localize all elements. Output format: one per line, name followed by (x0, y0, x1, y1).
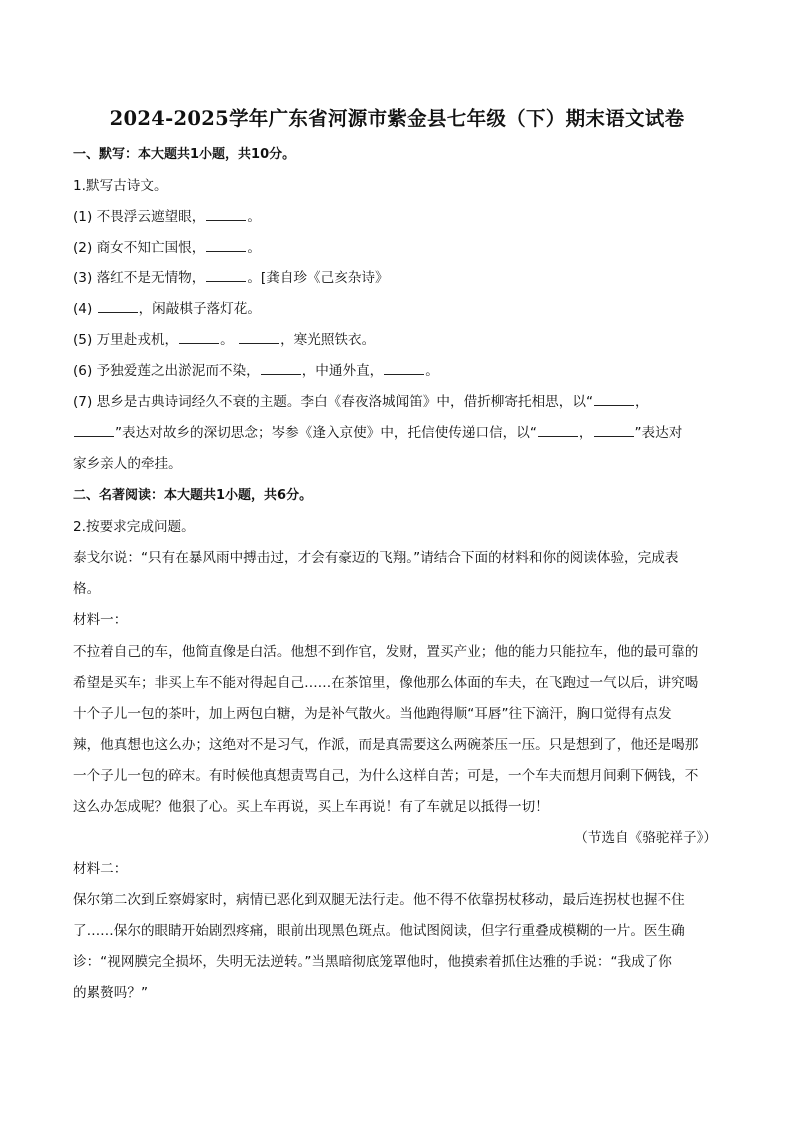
item-4 (73, 299, 261, 319)
material1-line: 这么办怎成呢？他狠了心。买上车再说，买上车再说！有了车就足以抵得一切！ (73, 799, 549, 815)
section2-heading: 二、名著阅读：本大题共1小题，共6分。 (73, 488, 313, 503)
item-5-mid: 。 (220, 332, 234, 348)
material1-line: 不拉着自己的车，他简直像是白活。他想不到作官，发财，置买产业；他的能力只能拉车，他的最可靠的 (73, 644, 699, 660)
item-7-line-3: 家乡亲人的牵挂。 (73, 456, 182, 472)
answer-blank (239, 330, 279, 344)
section1-heading: 一、默写：本大题共1小题，共10分。 (73, 147, 296, 162)
item-3-text: (3) 落红不是无情物， (73, 270, 206, 286)
material1-line: 十个子儿一包的茶叶，加上两包白糖，为是补气散火。当他跑得顺“耳唇”往下滴汗，胸口觉得有点发 (73, 706, 672, 722)
item-6-text: (6) 予独爱莲之出淤泥而不染， (73, 363, 260, 379)
answer-blank (384, 361, 424, 375)
item-7-text: (7) 思乡是古典诗词经久不衰的主题。李白《春夜洛城闻笛》中，借折柳寄托相思，以“ (73, 394, 593, 410)
answer-blank (594, 392, 634, 406)
item-7-text-2: ”表达对故乡的深切思念；岑参《逢入京使》中，托信使传递口信，以“ (115, 425, 537, 441)
item-1-end: 。 (247, 209, 261, 225)
answer-blank (206, 238, 246, 252)
item-7-comma: ， (635, 394, 649, 410)
material1-line: 一个子儿一包的碎末。有时候他真想责骂自己，为什么这样自苦；可是，一个车夫而想月间剩下俩钱，不 (73, 768, 699, 784)
item-6 (73, 361, 439, 381)
item-2-text: (2) 商女不知亡国恨， (73, 240, 206, 256)
answer-blank (98, 299, 138, 313)
item-6-mid: ，中通外直， (301, 363, 384, 379)
item-5 (73, 330, 375, 350)
answer-blank (179, 330, 219, 344)
material2-line: 了……保尔的眼睛开始剧烈疼痛，眼前出现黑色斑点。他试图阅读，但字行重叠成模糊的一片。医生确 (73, 923, 685, 939)
item-1 (73, 207, 261, 227)
answer-blank (594, 423, 634, 437)
item-4-end: ，闲敲棋子落灯花。 (138, 301, 261, 317)
item-2-end: 。 (247, 240, 261, 256)
item-7-line-1 (73, 392, 649, 412)
answer-blank (261, 361, 301, 375)
material1-label: 材料一： (73, 612, 128, 628)
material1-line: 希望是买车；非买上车不能对得起自己……在茶馆里，像他那么体面的车夫，在飞跑过一气以后，讲究喝 (73, 675, 699, 691)
material1-source: （节选自《骆驼祥子》） (574, 830, 717, 846)
item-3 (73, 268, 389, 288)
item-6-end: 。 (425, 363, 439, 379)
material2-line: 保尔第二次到丘察姆家时，病情已恶化到双腿无法行走。他不得不依靠拐杖移动，最后连拐杖也握不住 (73, 892, 685, 908)
item-5-text: (5) 万里赴戎机， (73, 332, 179, 348)
item-7-comma-2: ， (578, 425, 593, 441)
exam-title: 2024-2025学年广东省河源市紫金县七年级（下）期末语文试卷 (109, 107, 685, 130)
item-3-end: 。[龚自珍《己亥杂诗》 (247, 270, 389, 286)
answer-blank (74, 423, 114, 437)
material2-line: 的累赘吗？” (73, 985, 149, 1001)
item-2 (73, 238, 261, 258)
answer-blank (206, 207, 246, 221)
question2-prompt: 2.按要求完成问题。 (73, 519, 195, 535)
question2-intro-line-1: 泰戈尔说：“只有在暴风雨中搏击过，才会有豪迈的飞翔。”请结合下面的材料和你的阅读体验，完成表 (73, 550, 679, 566)
item-1-text: (1) 不畏浮云遮望眼， (73, 209, 206, 225)
material1-line: 辣，他真想也这么办；这绝对不是习气，作派，而是真需要这么两碗茶压一压。只是想到了，他还是喝那 (73, 737, 699, 753)
question2-intro-line-2: 格。 (73, 581, 101, 597)
material2-line: 诊：“视网膜完全损坏，失明无法逆转。”当黑暗彻底笼罩他时，他摸索着抓住达雅的手说：“我成了你 (73, 954, 672, 970)
item-7-line-2 (73, 423, 682, 443)
material2-label: 材料二： (73, 861, 128, 877)
answer-blank (206, 268, 246, 282)
item-5-end: ，寒光照铁衣。 (280, 332, 376, 348)
answer-blank (538, 423, 578, 437)
item-4-text: (4) (73, 301, 97, 317)
question1-prompt: 1.默写古诗文。 (73, 178, 168, 194)
item-7-text-3: ”表达对 (634, 425, 683, 441)
